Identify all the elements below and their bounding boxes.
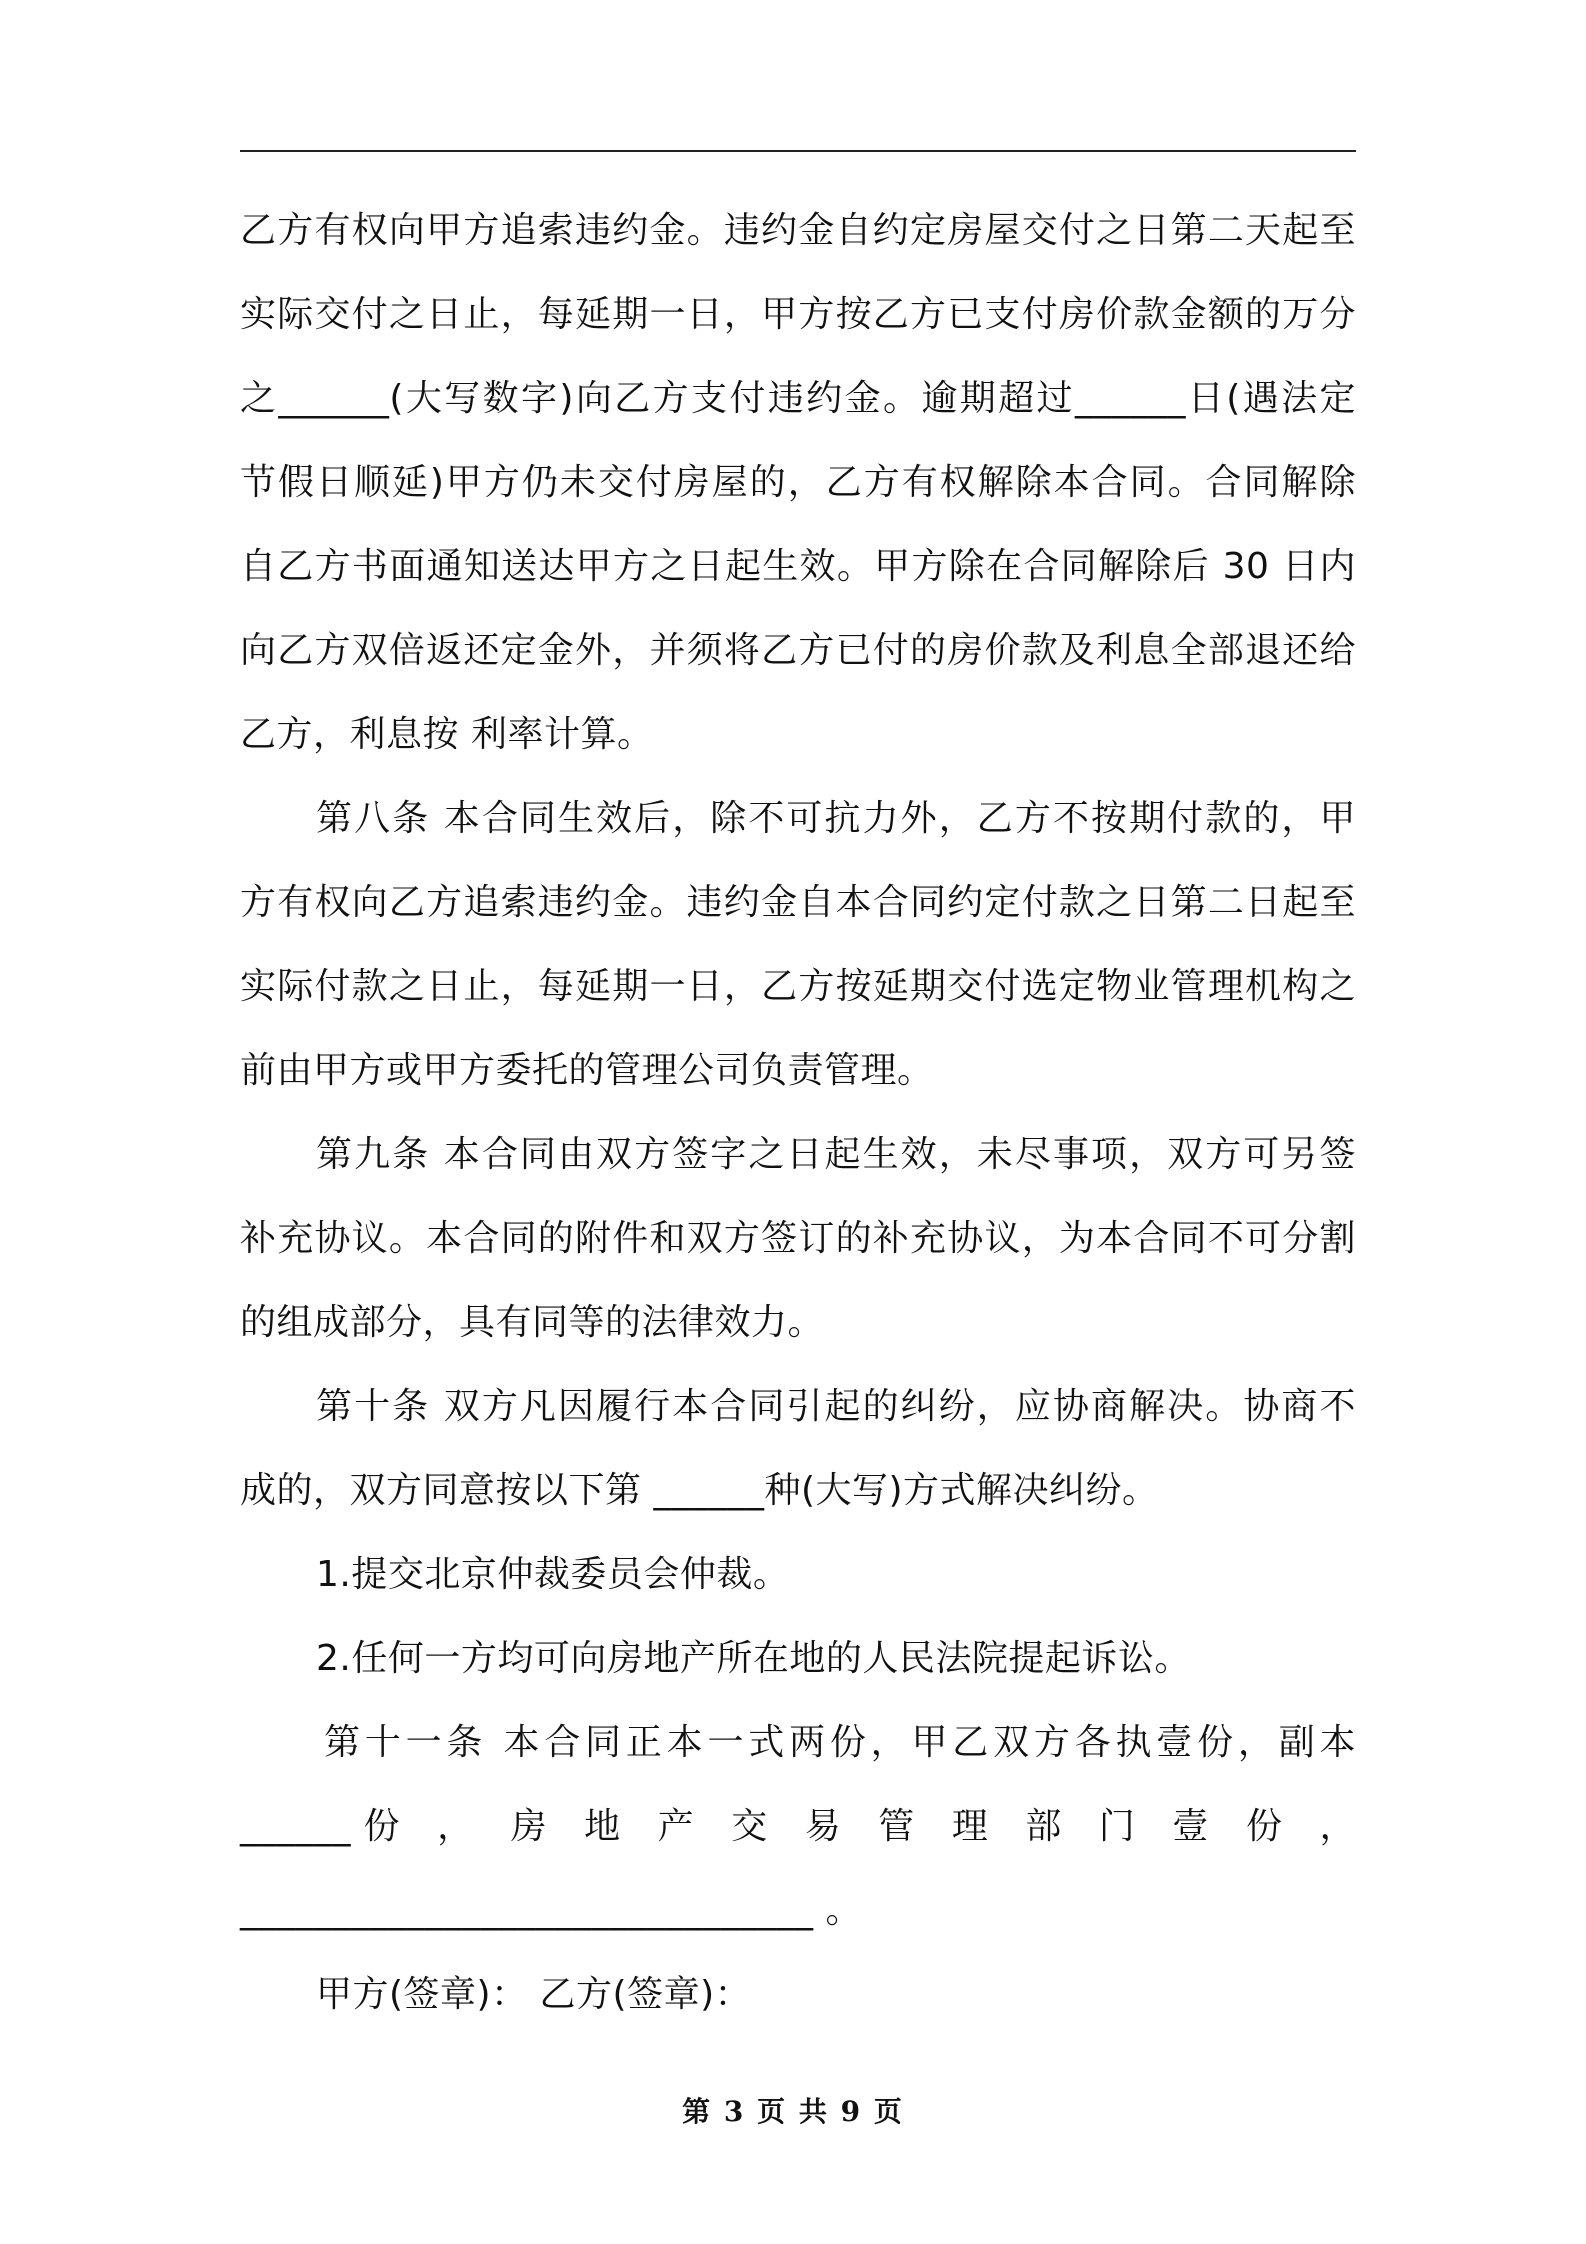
list-item-2: 2.任何一方均可向房地产所在地的人民法院提起诉讼。 xyxy=(316,1638,1191,1679)
blank-fill-line: _______________________________ 。 xyxy=(240,1890,862,1931)
text-line: 方有权向乙方追索违约金。违约金自本合同约定付款之日第二日起至 xyxy=(240,882,1356,923)
list-item-1: 1.提交北京仲裁委员会仲裁。 xyxy=(316,1554,790,1595)
text-line: 节假日顺延)甲方仍未交付房屋的，乙方有权解除本合同。合同解除 xyxy=(240,462,1356,503)
article-8-heading-line: 第八条 本合同生效后，除不可抗力外，乙方不按期付款的，甲 xyxy=(316,798,1356,839)
text-line: 前由甲方或甲方委托的管理公司负责管理。 xyxy=(240,1050,934,1091)
article-10-heading-line: 第十条 双方凡因履行本合同引起的纠纷，应协商解决。协商不 xyxy=(316,1386,1356,1427)
text-line: 乙方有权向甲方追索违约金。违约金自约定房屋交付之日第二天起至 xyxy=(240,210,1356,251)
header-rule xyxy=(240,150,1356,152)
text-line: 之______(大写数字)向乙方支付违约金。逾期超过______日(遇法定 xyxy=(240,378,1356,419)
text-line: 实际交付之日止，每延期一日，甲方按乙方已支付房价款金额的万分 xyxy=(240,294,1356,335)
text-line: 实际付款之日止，每延期一日，乙方按延期交付选定物业管理机构之 xyxy=(240,966,1356,1007)
text-line: 自乙方书面通知送达甲方之日起生效。甲方除在合同解除后 30 日内 xyxy=(240,546,1356,587)
text-line: 乙方，利息按 利率计算。 xyxy=(240,714,654,755)
page-number: 第 3 页 共 9 页 xyxy=(682,2095,904,2128)
signature-line: 甲方(签章)： 乙方(签章)： xyxy=(316,1974,752,2015)
article-11-heading-line: 第十一条 本合同正本一式两份，甲乙双方各执壹份，副本 xyxy=(324,1722,1356,1763)
text-line: ______份 ， 房 地 产 交 易 管 理 部 门 壹 份 ， xyxy=(240,1806,1356,1847)
article-9-heading-line: 第九条 本合同由双方签字之日起生效，未尽事项，双方可另签 xyxy=(316,1134,1356,1175)
text-line: 的组成部分，具有同等的法律效力。 xyxy=(240,1302,825,1343)
text-line: 向乙方双倍返还定金外，并须将乙方已付的房价款及利息全部退还给 xyxy=(240,630,1356,671)
text-line: 补充协议。本合同的附件和双方签订的补充协议，为本合同不可分割 xyxy=(240,1218,1356,1259)
text-line: 成的，双方同意按以下第 ______种(大写)方式解决纠纷。 xyxy=(240,1470,1159,1511)
